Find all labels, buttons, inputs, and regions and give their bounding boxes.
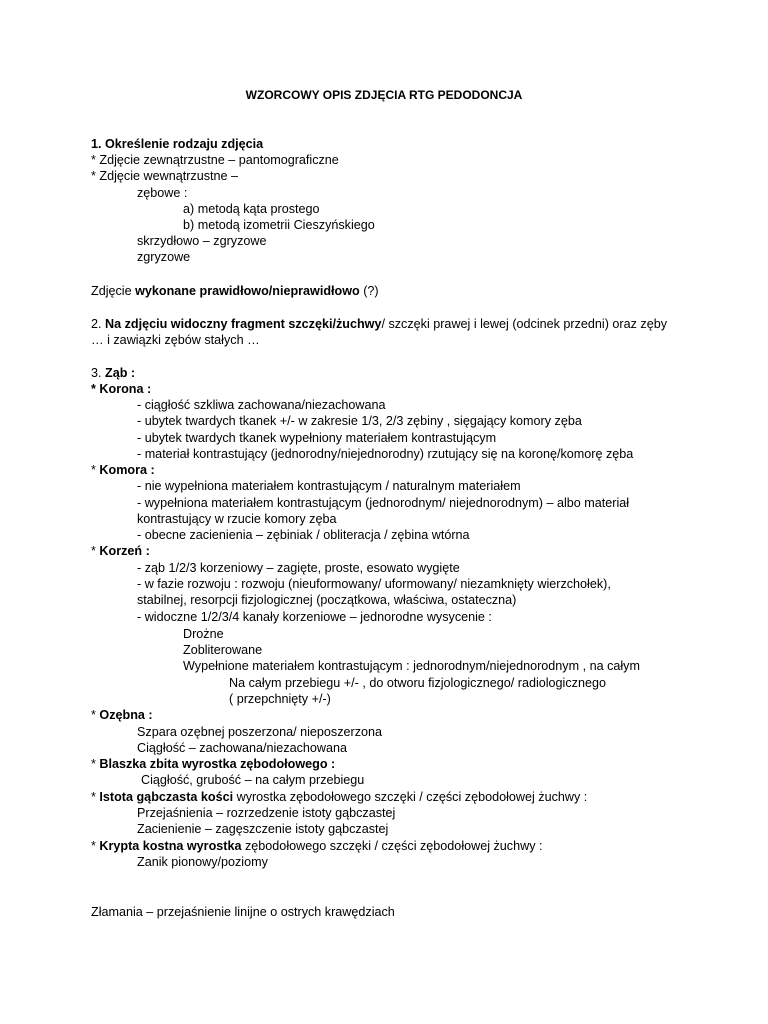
s1-line: zgryzowe bbox=[137, 250, 191, 264]
korona-line: - ciągłość szkliwa zachowana/niezachowana bbox=[137, 398, 386, 412]
krypta-heading bbox=[91, 838, 543, 854]
section-2-line bbox=[91, 316, 667, 332]
korzen-line: stabilnej, resorpcji fizjologicznej (początkowa, właściwa, ostateczna) bbox=[137, 593, 517, 607]
label: Ozębna bbox=[99, 708, 145, 722]
label: Korona bbox=[99, 382, 144, 396]
blaszka-line: Ciągłość, grubość – na całym przebiegu bbox=[141, 773, 365, 787]
ozebna-line: Ciągłość – zachowana/niezachowana bbox=[137, 741, 348, 755]
korzen-line: Drożne bbox=[183, 627, 224, 641]
korzen-line: Zobliterowane bbox=[183, 643, 263, 657]
blaszka-heading bbox=[91, 756, 335, 772]
korzen-line: Na całym przebiegu +/- , do otworu fizjologicznego/ radiologicznego bbox=[229, 676, 606, 690]
s1-line: skrzydłowo – zgryzowe bbox=[137, 234, 267, 248]
section-1-heading: 1. Określenie rodzaju zdjęcia bbox=[91, 137, 264, 151]
text-segment: 3. bbox=[91, 366, 106, 380]
bullet: * bbox=[91, 544, 100, 558]
section-3-heading bbox=[91, 365, 135, 381]
ozebna-line: Szpara ozębnej poszerzona/ nieposzerzona bbox=[137, 725, 383, 739]
korona-line: - ubytek twardych tkanek +/- w zakresie 1/3, 2/3 zębiny , sięgający komory zęba bbox=[137, 414, 582, 428]
colon: : bbox=[327, 757, 336, 771]
komora-line: - obecne zacienienia – zębiniak / obliteracja / zębina wtórna bbox=[137, 528, 470, 542]
korzen-line: ( przepchnięty +/-) bbox=[229, 692, 331, 706]
zlamania-line: Złamania – przejaśnienie linijne o ostrych krawędziach bbox=[91, 905, 395, 919]
text-segment-bold: wykonane prawidłowo/nieprawidłowo bbox=[135, 284, 360, 298]
section-2-line: … i zawiązki zębów stałych … bbox=[91, 333, 260, 347]
bullet: * bbox=[91, 839, 100, 853]
bullet: * bbox=[91, 463, 100, 477]
bullet: * bbox=[91, 382, 100, 396]
korzen-line: - ząb 1/2/3 korzeniowy – zagięte, proste, esowato wygięte bbox=[137, 561, 460, 575]
label: Komora bbox=[99, 463, 147, 477]
korzen-heading bbox=[91, 543, 150, 559]
istota-line: Przejaśnienia – rozrzedzenie istoty gąbczastej bbox=[137, 806, 396, 820]
ozebna-heading bbox=[91, 707, 153, 723]
label: Korzeń bbox=[99, 544, 143, 558]
korona-line: - materiał kontrastujący (jednorodny/niejednorodny) rzutujący się na koronę/komorę zęba bbox=[137, 447, 634, 461]
bullet: * bbox=[91, 757, 100, 771]
s1-line: * Zdjęcie zewnątrzustne – pantomograficzne bbox=[91, 153, 339, 167]
rest: zębodołowego szczęki / części zębodołowej żuchwy : bbox=[241, 839, 543, 853]
text-segment: 2. bbox=[91, 317, 106, 331]
text-segment: Zdjęcie bbox=[91, 284, 136, 298]
bullet: * bbox=[91, 790, 100, 804]
komora-line: kontrastujący w rzucie komory zęba bbox=[137, 512, 337, 526]
colon: : bbox=[147, 463, 155, 477]
s1-line: a) metodą kąta prostego bbox=[183, 202, 320, 216]
label: Istota gąbczasta kości bbox=[99, 790, 234, 804]
korona-line: - ubytek twardych tkanek wypełniony materiałem kontrastującym bbox=[137, 431, 497, 445]
istota-heading bbox=[91, 789, 587, 805]
colon: : bbox=[143, 382, 152, 396]
s1-line: * Zdjęcie wewnątrzustne – bbox=[91, 169, 238, 183]
document-title: WZORCOWY OPIS ZDJĘCIA RTG PEDODONCJA bbox=[245, 88, 523, 102]
komora-heading bbox=[91, 462, 155, 478]
text-segment-bold: Ząb : bbox=[105, 366, 136, 380]
colon: : bbox=[142, 544, 150, 558]
bullet: * bbox=[91, 708, 100, 722]
komora-line: - nie wypełniona materiałem kontrastującym / naturalnym materiałem bbox=[137, 479, 521, 493]
s1-line: zębowe : bbox=[137, 186, 188, 200]
korzen-line: - widoczne 1/2/3/4 kanały korzeniowe – jednorodne wysycenie : bbox=[137, 610, 492, 624]
text-segment-bold: Na zdjęciu widoczny fragment szczęki/żuchwy bbox=[105, 317, 382, 331]
s1-line: b) metodą izometrii Cieszyńskiego bbox=[183, 218, 375, 232]
korzen-line: - w fazie rozwoju : rozwoju (nieuformowany/ uformowany/ niezamknięty wierzchołek), bbox=[137, 577, 611, 591]
label: Krypta kostna wyrostka bbox=[99, 839, 242, 853]
rest: wyrostka zębodołowego szczęki / części zębodołowej żuchwy : bbox=[233, 790, 588, 804]
korzen-line: Wypełnione materiałem kontrastującym : jednorodnym/niejednorodnym , na całym bbox=[183, 659, 640, 673]
colon: : bbox=[144, 708, 153, 722]
komora-line: - wypełniona materiałem kontrastującym (jednorodnym/ niejednorodnym) – albo materiał bbox=[137, 496, 630, 510]
execution-line bbox=[91, 283, 379, 299]
label: Blaszka zbita wyrostka zębodołowego bbox=[99, 757, 328, 771]
text-segment: (?) bbox=[359, 284, 379, 298]
istota-line: Zacienienie – zagęszczenie istoty gąbczastej bbox=[137, 822, 389, 836]
text-segment: / szczęki prawej i lewej (odcinek przedni) oraz zęby bbox=[381, 317, 668, 331]
krypta-line: Zanik pionowy/poziomy bbox=[137, 855, 268, 869]
korona-heading bbox=[91, 381, 151, 397]
